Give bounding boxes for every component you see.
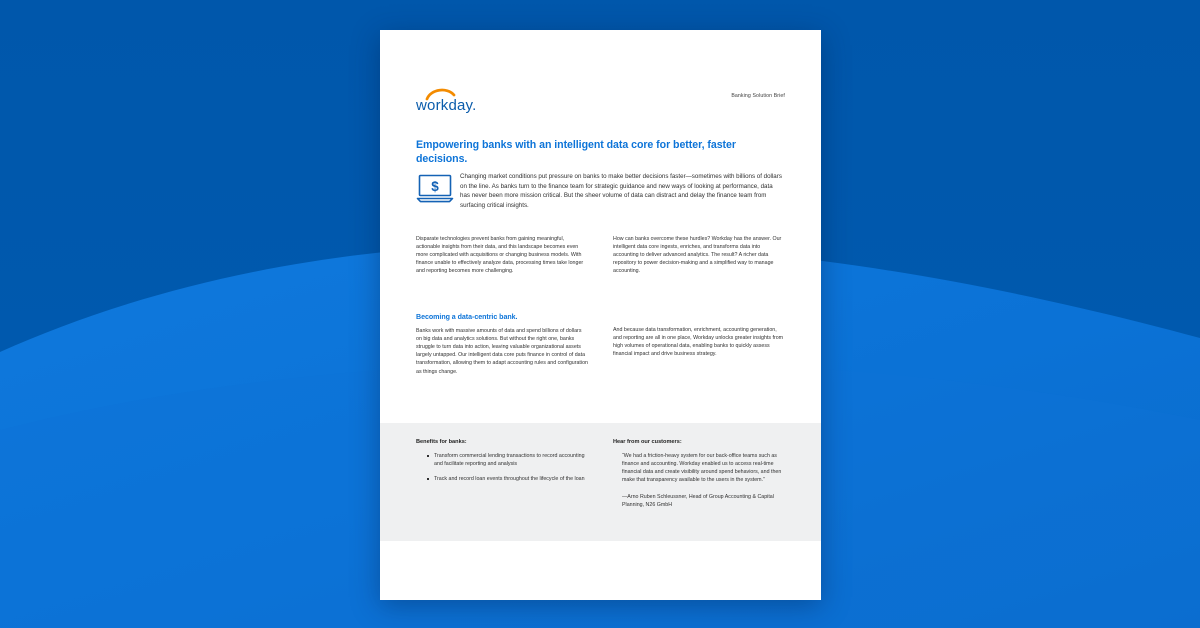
laptop-dollar-icon [416,173,454,204]
body-row-2 [416,313,785,376]
quote-attribution: —Arno Ruben Schleussner, Head of Group Accounting & Capital Planning, N26 GmbH [622,494,774,509]
body-col-left [416,235,588,275]
benefits-title: Benefits for banks: [416,439,467,445]
workday-logo [416,82,492,116]
body-col-right [613,313,785,376]
body-row-1 [416,235,785,275]
brief-label: Banking Solution Brief [731,93,785,99]
intro-block [416,172,783,211]
body-text: How can banks overcome these hurdles? Workday has the answer. Our intelligent data core ingests, enriches, and transforms data into accounting to deliver advanced analytics. The result? A richer data repository to power decision-making and a simplified way to manage accounting. [613,236,782,275]
benefits-column [416,439,588,510]
customers-title: Hear from our customers: [613,439,682,445]
laptop-dollar-icon-svg [416,173,454,204]
body-text: Disparate technologies prevent banks from gaining meaningful, actionable insights from their data, and this landscape becomes even more complicated with acquisitions or changing business models. With finance unable to effectively analyze data, processing times take longer and reporting becomes more challenging. [416,236,584,275]
workday-wordmark: workday. [416,97,477,114]
body-text: Banks work with massive amounts of data and spend billions of dollars on big data and analytics solutions. But without the right one, banks struggle to turn data into action, leaving valuable organizational assets largely untapped. Our intelligent data core puts finance in control of data transformation, allowing them to adapt accounting rules and configuration as things change. [416,328,588,375]
benefits-panel [380,423,821,541]
body-col-right [613,235,785,275]
benefits-list [416,452,588,483]
heading-spacer [613,313,785,326]
body-text: And because data transformation, enrichment, accounting generation, and reporting are all in one place, Workday unlocks greater insights from high volumes of operational data, enabling banks to quickly assess financial impact and drive business strategy. [613,327,784,358]
document-page [380,30,821,600]
section-heading: Becoming a data-centric bank. [416,313,518,321]
intro-paragraph: Changing market conditions put pressure on banks to make better decisions faster—sometimes with billions of dollars on the line. As banks turn to the finance team for strategic guidance and new ways of looking at performance, data has never been more mission critical. But the sheer volume of data can distract and delay the finance team from surfacing critical insights. [460,173,782,210]
svg-text:$: $ [431,179,439,194]
list-item: Transform commercial lending transactions to record accounting and facilitate reporting and analysis [427,452,588,468]
customers-column [613,439,785,510]
list-item: Track and record loan events throughout the lifecycle of the loan [427,475,588,483]
page-title: Empowering banks with an intelligent data core for better, faster decisions. [416,139,736,166]
body-col-left [416,313,588,376]
workday-logo-svg [416,82,492,116]
document-header [380,82,821,118]
customer-quote: “We had a friction-heavy system for our back-office teams such as finance and accounting. Workday enabled us to access real-time financial data and create visibility around spend behaviors, and then make that transparency available to the users in the system.” [622,453,782,484]
